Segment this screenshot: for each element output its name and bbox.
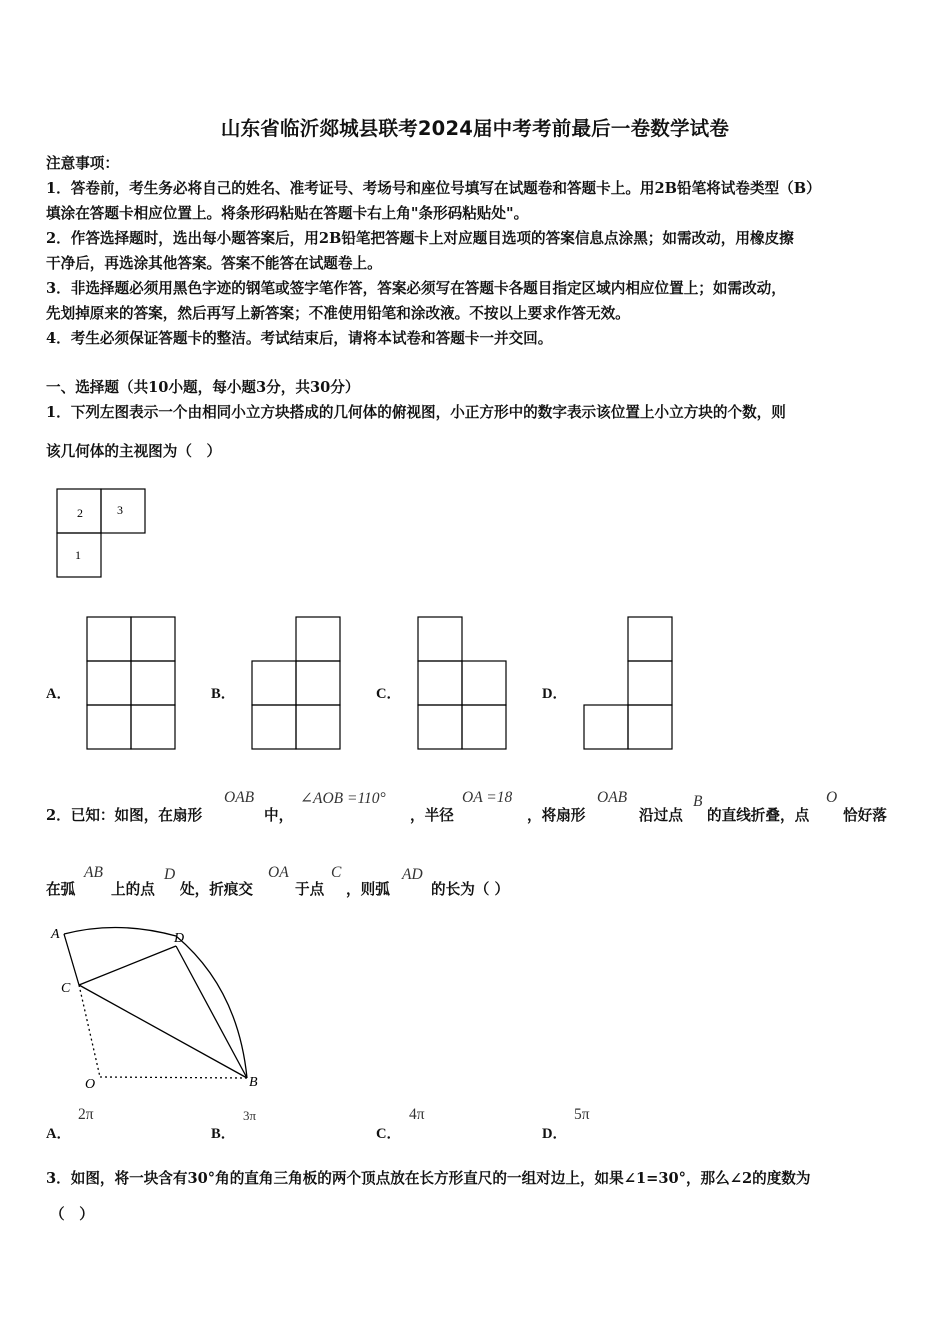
q2-text: 在弧 <box>46 881 76 898</box>
notice-line: 干净后，再选涂其他答案。答案不能答在试题卷上。 <box>46 255 382 272</box>
section-heading: 一、选择题（共10小题，每小题3分，共30分） <box>46 379 360 396</box>
q2-text: 中， <box>264 807 294 824</box>
option-value[interactable]: 4π <box>409 1106 425 1123</box>
q2-text: 的长为（ ） <box>431 881 510 898</box>
option-value[interactable]: 3π <box>243 1108 257 1123</box>
q2-text: 沿过点 <box>639 807 683 824</box>
option-label[interactable]: A． <box>46 686 72 702</box>
q2-math: OAB <box>224 789 255 806</box>
q2-text: ，将扇形 <box>527 807 586 824</box>
q2-math: OAB <box>597 789 628 806</box>
notice-line: 1．答卷前，考生务必将自己的姓名、准考证号、考场号和座位号填写在试题卷和答题卡上。用2B铅笔将试卷类型（B） <box>46 180 821 197</box>
point-label-a: A <box>51 927 60 942</box>
q1-top-view-figure <box>56 488 148 578</box>
q2-text: ，则弧 <box>346 881 390 898</box>
notice-line: 2．作答选择题时，选出每小题答案后，用2B铅笔把答题卡上对应题目选项的答案信息点涂黑；如需改动，用橡皮擦 <box>46 230 794 247</box>
notice-line: 4．考生必须保证答题卡的整洁。考试结束后，请将本试卷和答题卡一并交回。 <box>46 330 553 347</box>
q2-math: C <box>331 864 342 881</box>
q3-text: 3．如图，将一块含有30°角的直角三角板的两个顶点放在长方形直尺的一组对边上，如果∠1=30°，那么∠2的度数为 <box>46 1170 811 1187</box>
q2-math: ∠AOB =110° <box>300 790 386 807</box>
q2-text: 处，折痕交 <box>180 881 253 898</box>
point-label-o: O <box>85 1077 96 1092</box>
q2-sector-figure <box>48 920 278 1100</box>
option-label[interactable]: B． <box>211 1126 236 1142</box>
point-label-d: D <box>174 931 185 946</box>
option-label[interactable]: A． <box>46 1126 72 1142</box>
q2-text: 上的点 <box>111 881 155 898</box>
q2-text: 于点 <box>295 881 325 898</box>
option-label[interactable]: C． <box>376 1126 402 1142</box>
q2-math: B <box>693 793 703 810</box>
grid-number: 1 <box>75 548 81 562</box>
q1-option-b-figure[interactable] <box>251 616 341 750</box>
q2-math: D <box>164 866 176 883</box>
option-value[interactable]: 2π <box>78 1106 94 1123</box>
grid-number: 2 <box>77 506 83 520</box>
option-value[interactable]: 5π <box>574 1106 590 1123</box>
notice-heading: 注意事项： <box>46 155 119 172</box>
q1-text: 该几何体的主视图为（ ） <box>46 443 222 460</box>
q1-option-d-figure[interactable] <box>583 616 673 750</box>
option-label[interactable]: B． <box>211 686 236 702</box>
q2-math: AD <box>402 866 423 883</box>
q1-text: 1．下列左图表示一个由相同小立方块搭成的几何体的俯视图，小正方形中的数字表示该位置上小立方块的个数，则 <box>46 404 786 421</box>
notice-line: 先划掉原来的答案，然后再写上新答案；不准使用铅笔和涂改液。不按以上要求作答无效。 <box>46 305 630 322</box>
q2-math: O <box>826 789 838 806</box>
q2-text: ，半径 <box>410 807 454 824</box>
notice-line: 3．非选择题必须用黑色字迹的钢笔或签字笔作答，答案必须写在答题卡各题目指定区域内相应位置上；如需改动， <box>46 280 786 297</box>
point-label-b: B <box>249 1075 258 1090</box>
page-title: 山东省临沂郯城县联考2024届中考考前最后一卷数学试卷 <box>220 117 730 140</box>
q1-option-a-figure[interactable] <box>86 616 176 750</box>
option-label[interactable]: C． <box>376 686 402 702</box>
q2-math: OA <box>268 864 289 881</box>
q2-text: 2．已知：如图，在扇形 <box>46 807 203 824</box>
q1-option-c-figure[interactable] <box>417 616 507 750</box>
q2-text: 恰好落 <box>843 807 887 824</box>
point-label-c: C <box>61 981 71 996</box>
q2-text: 的直线折叠，点 <box>707 807 810 824</box>
notice-line: 填涂在答题卡相应位置上。将条形码粘贴在答题卡右上角"条形码粘贴处"。 <box>46 205 529 222</box>
q2-math: OA =18 <box>462 789 513 806</box>
grid-number: 3 <box>117 503 123 517</box>
option-label[interactable]: D． <box>542 1126 568 1142</box>
q3-text: （ ） <box>50 1206 94 1223</box>
option-label[interactable]: D． <box>542 686 568 702</box>
q2-math: AB <box>84 864 103 881</box>
